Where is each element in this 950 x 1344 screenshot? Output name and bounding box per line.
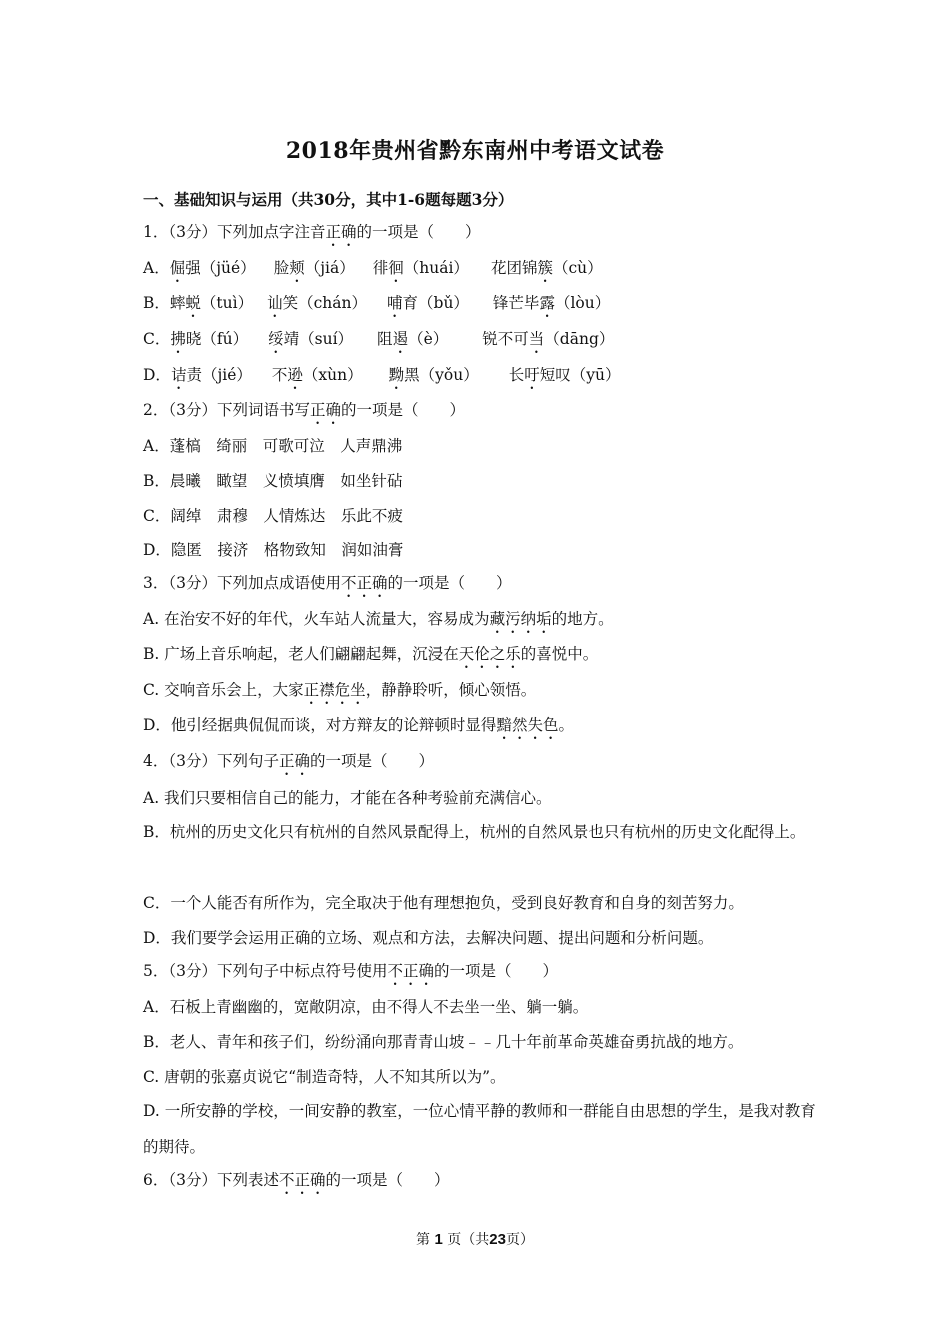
page-total: 23: [489, 1231, 506, 1248]
question-1-option-d: D．诘责（jié） 不逊（xùn） 黝黑（yǒu） 长吁短叹（yū）: [143, 366, 621, 384]
question-4-option-d: D．我们要学会运用正确的立场、观点和方法，去解决问题、提出问题和分析问题。: [143, 929, 714, 947]
question-2-option-d: D．隐匿 接济 格物致知 润如油膏: [143, 541, 404, 559]
question-5-option-b: B．老人、青年和孩子们，纷纷涌向那青青山坡﹣﹣几十年前革命英雄奋勇抗战的地方。: [143, 1033, 744, 1051]
question-4-option-c: C．一个人能否有所作为，完全取决于他有理想抱负，受到良好教育和自身的刻苦努力。: [143, 894, 744, 912]
section-heading: 一、基础知识与运用（共30分，其中1-6题每题3分）: [143, 190, 514, 209]
question-4-stem: 4．（3分）下列句子正确的一项是（ ）: [143, 752, 435, 770]
question-3-option-b: B. 广场上音乐响起，老人们翩翩起舞，沉浸在天伦之乐的喜悦中。: [143, 645, 599, 663]
question-2-option-c: C．阔绰 肃穆 人情炼达 乐此不疲: [143, 507, 403, 525]
page-footer: 第 1 页（共23页）: [416, 1231, 534, 1248]
question-1-stem: 1．（3分）下列加点字注音正确的一项是（ ）: [143, 223, 481, 241]
question-4-option-a: A. 我们只要相信自己的能力，才能在各种考验前充满信心。: [143, 789, 552, 807]
question-3-option-d: D．他引经据典侃侃而谈，对方辩友的论辩顿时显得黯然失色。: [143, 716, 574, 734]
question-3-stem: 3．（3分）下列加点成语使用不正确的一项是（ ）: [143, 574, 512, 592]
page-number: 1: [434, 1231, 443, 1248]
page-title: 2018年贵州省黔东南州中考语文试卷: [285, 138, 665, 164]
question-5-option-a: A．石板上青幽幽的，宽敞阴凉，由不得人不去坐一坐、躺一躺。: [143, 998, 589, 1016]
question-4-option-b: B．杭州的历史文化只有杭州的自然风景配得上，杭州的自然风景也只有杭州的历史文化配得上。: [143, 823, 806, 841]
question-2-stem: 2．（3分）下列词语书写正确的一项是（ ）: [143, 401, 466, 419]
question-1-option-b: B．蟀蜕（tuì） 讪笑（chán） 哺育（bǔ） 锋芒毕露（lòu）: [143, 294, 611, 312]
question-3-option-c: C. 交响音乐会上，大家正襟危坐，静静聆听，倾心领悟。: [143, 681, 537, 699]
question-1-option-c: C．拂晓（fú） 绥靖（suí） 阻遏（è） 锐不可当（dāng）: [143, 330, 615, 348]
question-5-option-d: D. 一所安静的学校，一间安静的教室，一位心情平静的教师和一群能自由思想的学生，是我对教育的期待。: [143, 1102, 816, 1156]
question-2-option-a: A．蓬槁 绮丽 可歌可泣 人声鼎沸: [143, 437, 403, 455]
question-2-option-b: B．晨曦 瞰望 义愤填膺 如坐针砧: [143, 472, 403, 490]
question-6-stem: 6．（3分）下列表述不正确的一项是（ ）: [143, 1171, 450, 1189]
question-1-option-a: A．倔强（jüé） 脸颊（jiá） 徘徊（huái） 花团锦簇（cù）: [143, 259, 603, 277]
question-3-option-a: A. 在治安不好的年代，火车站人流量大，容易成为藏污纳垢的地方。: [143, 610, 614, 628]
question-5-stem: 5．（3分）下列句子中标点符号使用不正确的一项是（ ）: [143, 962, 559, 980]
question-5-option-c: C. 唐朝的张嘉贞说它“制造奇特，人不知其所以为”。: [143, 1068, 506, 1086]
